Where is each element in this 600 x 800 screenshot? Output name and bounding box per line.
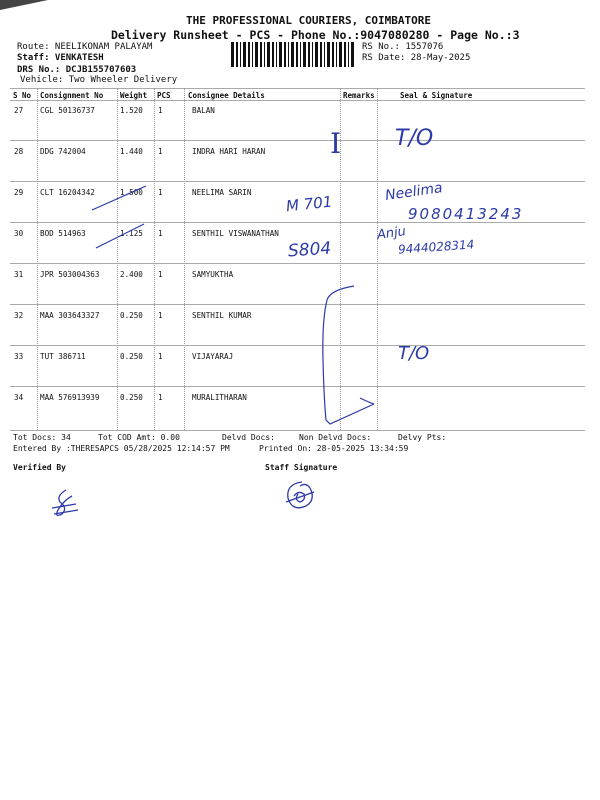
row-weight: 1.440 [120,147,143,156]
verified-by-label: Verified By [13,463,66,472]
row-pcs: 1 [158,106,163,115]
delivery-points: Delvy Pts: [398,433,447,442]
row-sno: 34 [14,393,24,402]
col-consignee: Consignee Details [188,91,265,100]
rs-date: RS Date: 28-May-2025 [362,53,471,63]
row-consignee: SENTHIL KUMAR [192,311,252,320]
row-sno: 31 [14,270,24,279]
row-sno: 33 [14,352,24,361]
row-sno: 28 [14,147,24,156]
col-remarks: Remarks [343,91,375,100]
row-pcs: 1 [158,229,163,238]
handwritten-remark: S804 [287,238,332,262]
row-sno: 32 [14,311,24,320]
total-docs: Tot Docs: 34 [13,433,71,442]
entered-by: Entered By :THERESAPCS 05/28/2025 12:14:57 PM [13,444,230,453]
company-name: THE PROFESSIONAL COURIERS, COIMBATORE [186,14,432,27]
row-weight: 0.250 [120,352,143,361]
row-pcs: 1 [158,393,163,402]
row-weight: 0.250 [120,393,143,402]
row-weight: 0.250 [120,311,143,320]
row-weight: 1.125 [120,229,143,238]
row-consignment: TUT 386711 [40,352,86,361]
row-consignee: BALAN [192,106,215,115]
row-consignee: NEELIMA SARIN [192,188,252,197]
row-consignment: DDG 742004 [40,147,86,156]
staff-signature-image [280,476,320,516]
row-pcs: 1 [158,352,163,361]
total-cod-amount: Tot COD Amt: 0.00 [98,433,180,442]
runsheet-title: Delivery Runsheet - PCS - Phone No.:9047080280 - Page No.:3 [111,28,520,42]
handwritten-signature: T/O [398,343,430,364]
row-sno: 30 [14,229,24,238]
signature-scribble-stroke [360,398,374,404]
strike-through-stroke [96,224,144,248]
handwritten-remark: I [330,127,342,160]
row-weight: 1.500 [120,188,143,197]
row-consignment: JPR 503004363 [40,270,100,279]
verifier-signature-image [46,486,86,522]
row-consignment: CLT 16204342 [40,188,95,197]
row-consignee: SENTHIL VISWANATHAN [192,229,279,238]
handwritten-phone: 9080413243 [408,205,524,223]
row-weight: 2.400 [120,270,143,279]
row-pcs: 1 [158,270,163,279]
col-weight: Weight [120,91,148,100]
row-pcs: 1 [158,147,163,156]
handwritten-signature: Neelima [384,180,444,204]
row-consignee: MURALITHARAN [192,393,247,402]
delivered-docs: Delvd Docs: [222,433,275,442]
row-pcs: 1 [158,311,163,320]
row-pcs: 1 [158,188,163,197]
col-seal-signature: Seal & Signature [400,91,473,100]
non-delivered-docs: Non Delvd Docs: [299,433,372,442]
strike-through-stroke [92,186,146,210]
row-consignment: MAA 303643327 [40,311,100,320]
vehicle: Vehicle: Two Wheeler Delivery [20,75,178,85]
staff: Staff: VENKATESH [17,53,104,63]
row-weight: 1.520 [120,106,143,115]
handwritten-signature: T/O [395,126,434,151]
row-consignee: INDRA HARI HARAN [192,147,266,156]
row-sno: 29 [14,188,24,197]
handwritten-signature: Anju [376,224,407,243]
printed-on: Printed On: 28-05-2025 13:34:59 [259,444,409,453]
handwritten-remark: M 701 [285,192,334,216]
route: Route: NEELIKONAM PALAYAM [17,42,153,52]
col-pcs: PCS [157,91,171,100]
handwritten-phone: 9444028314 [397,237,475,257]
staff-signature-label: Staff Signature [265,463,338,472]
col-sno: S No [13,91,32,100]
row-consignee: VIJAYARAJ [192,352,234,361]
rs-number: RS No.: 1557076 [362,42,444,52]
row-consignment: MAA 576913939 [40,393,100,402]
drs-number: DRS No.: DCJB155707603 [17,65,137,75]
col-consignment: Consignment No [40,91,104,100]
row-consignee: SAMYUKTHA [192,270,234,279]
bracket-stroke [323,286,374,424]
row-consignment: BOD 514963 [40,229,86,238]
row-consignment: CGL 50136737 [40,106,95,115]
row-sno: 27 [14,106,24,115]
